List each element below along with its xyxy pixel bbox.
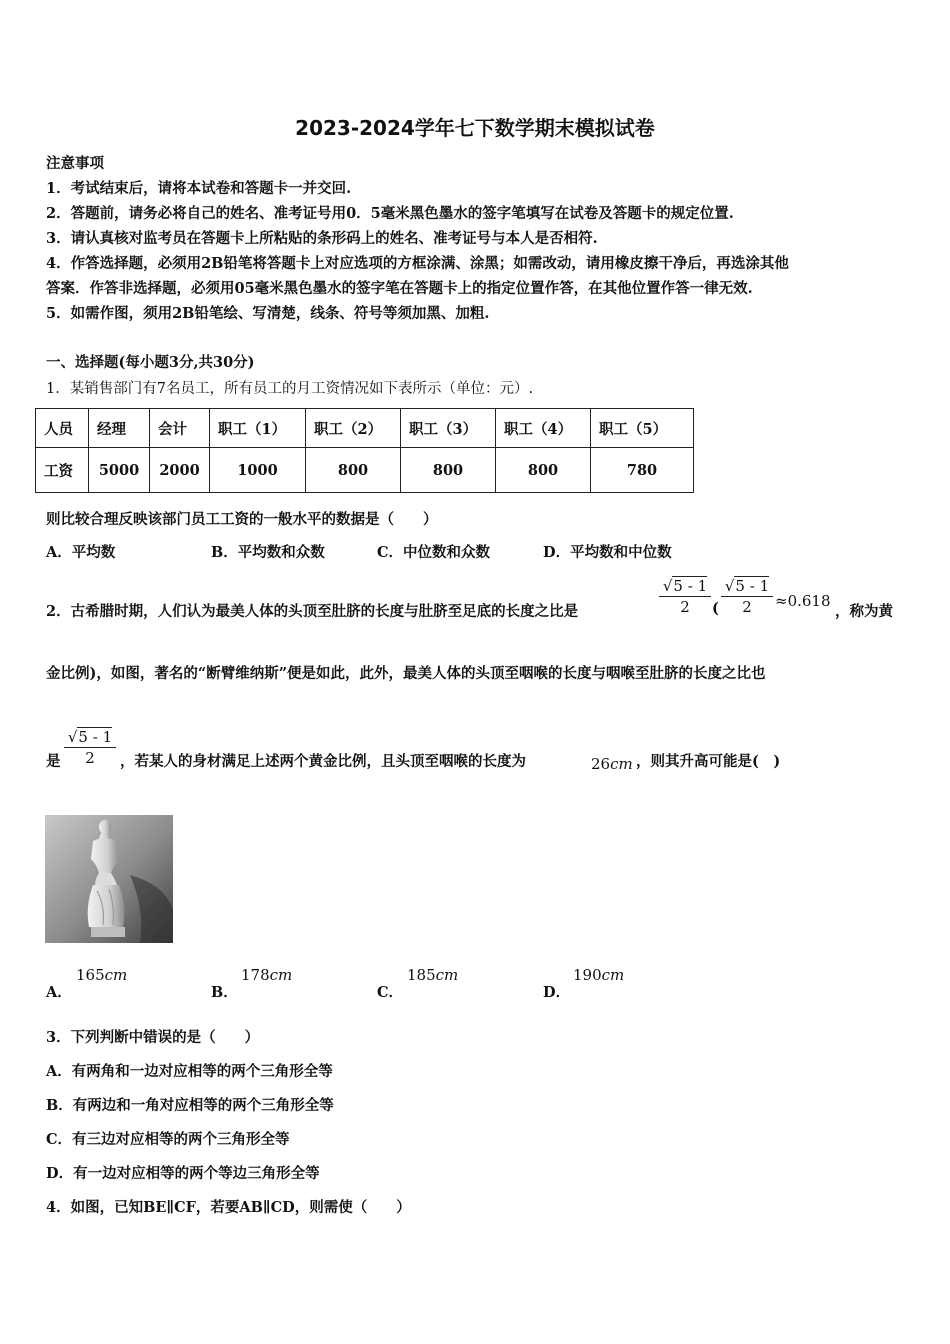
- table-cell: 800: [496, 448, 591, 493]
- q1-option-c: C．中位数和众数: [377, 544, 491, 561]
- q2-option-d-value: 190cm: [573, 966, 625, 984]
- q1-question: 则比较合理反映该部门员工工资的一般水平的数据是（ ）: [46, 511, 438, 528]
- q3-option-a: A．有两角和一边对应相等的两个三角形全等: [46, 1063, 333, 1080]
- q2-line3-start: 是: [46, 753, 61, 770]
- salary-table: [35, 408, 694, 493]
- section-heading: 一、选择题(每小题3分,共30分): [46, 354, 255, 371]
- table-header-cell: 职工（1）: [210, 409, 306, 448]
- q1-option-b: B．平均数和众数: [211, 544, 325, 561]
- page-title: 2023-2024学年七下数学期末模拟试卷: [295, 116, 655, 140]
- fraction-denominator: 2: [85, 749, 95, 767]
- table-header-cell: 职工（3）: [401, 409, 496, 448]
- golden-ratio-fraction: [659, 577, 711, 616]
- table-header-cell: 经理: [89, 409, 150, 448]
- golden-ratio-fraction: [721, 577, 773, 616]
- notice-item: 1．考试结束后，请将本试卷和答题卡一并交回.: [46, 180, 352, 197]
- q2-line1: 2．古希腊时期，人们认为最美人体的头顶至肚脐的长度与肚脐至足底的长度之比是: [46, 603, 579, 620]
- q3-option-b: B．有两边和一角对应相等的两个三角形全等: [46, 1097, 334, 1114]
- q2-option-d-letter: D．: [543, 984, 571, 1001]
- table-header-row: [36, 409, 694, 448]
- table-cell: 工资: [36, 448, 89, 493]
- table-cell: 2000: [150, 448, 210, 493]
- q2-option-b-letter: B．: [211, 984, 238, 1001]
- paren-open: (: [712, 600, 719, 617]
- q4-stem: 4．如图，已知BE∥CF，若要AB∥CD，则需使（ ）: [46, 1199, 411, 1216]
- table-cell: 5000: [89, 448, 150, 493]
- head-length-value: 26cm: [591, 755, 633, 773]
- fraction-denominator: 2: [742, 598, 752, 616]
- notice-item: 3．请认真核对监考员在答题卡上所粘贴的条形码上的姓名、准考证号与本人是否相符.: [46, 230, 598, 247]
- table-header-cell: 职工（4）: [496, 409, 591, 448]
- table-header-cell: 人员: [36, 409, 89, 448]
- table-cell: 800: [306, 448, 401, 493]
- fraction-numerator: 5 - 1: [673, 577, 708, 595]
- q2-option-b-value: 178cm: [241, 966, 293, 984]
- q1-stem: 1．某销售部门有7名员工，所有员工的月工资情况如下表所示（单位：元）.: [46, 381, 534, 397]
- venus-statue-image: [45, 815, 173, 943]
- q2-line2: 金比例)，如图，著名的“断臂维纳斯”便是如此，此外，最美人体的头顶至咽喉的长度与咽喉至肚脐的长度之比也: [46, 665, 766, 682]
- sqrt-symbol: √: [67, 728, 78, 746]
- q2-option-c-letter: C．: [377, 984, 404, 1001]
- table-header-cell: 职工（2）: [306, 409, 401, 448]
- q3-stem: 3．下列判断中错误的是（ ）: [46, 1029, 260, 1046]
- notice-heading: 注意事项: [46, 155, 104, 172]
- q2-option-c-value: 185cm: [407, 966, 459, 984]
- fraction-numerator: 5 - 1: [78, 728, 113, 746]
- table-cell: 800: [401, 448, 496, 493]
- notice-item: 4．作答选择题，必须用2B铅笔将答题卡上对应选项的方框涂满、涂黑；如需改动，请用橡皮擦干净后，再选涂其他: [46, 255, 789, 272]
- q3-option-c: C．有三边对应相等的两个三角形全等: [46, 1131, 290, 1148]
- approx-value: ≈0.618: [775, 592, 831, 610]
- notice-item: 2．答题前，请务必将自己的姓名、准考证号用0．5毫米黑色墨水的签字笔填写在试卷及答题卡的规定位置.: [46, 205, 734, 222]
- sqrt-symbol: √: [724, 577, 735, 595]
- q2-line3-mid: ，若某人的身材满足上述两个黄金比例，且头顶至咽喉的长度为: [120, 753, 526, 770]
- q2-line1-end: ，称为黄: [835, 603, 893, 620]
- q2-line3-end: ，则其升高可能是( ): [636, 753, 781, 770]
- table-cell: 780: [591, 448, 694, 493]
- table-header-cell: 职工（5）: [591, 409, 694, 448]
- table-header-cell: 会计: [150, 409, 210, 448]
- q1-option-d: D．平均数和中位数: [543, 544, 672, 561]
- q3-option-d: D．有一边对应相等的两个等边三角形全等: [46, 1165, 320, 1182]
- q2-option-a-value: 165cm: [76, 966, 128, 984]
- q1-option-a: A．平均数: [46, 544, 116, 561]
- table-cell: 1000: [210, 448, 306, 493]
- notice-item: 答案．作答非选择题，必须用05毫米黑色墨水的签字笔在答题卡上的指定位置作答，在其他位置作答一律无效.: [46, 280, 753, 297]
- golden-ratio-fraction: [64, 728, 116, 767]
- fraction-denominator: 2: [680, 598, 690, 616]
- q2-option-a-letter: A．: [46, 984, 72, 1001]
- sqrt-symbol: √: [662, 577, 673, 595]
- notice-item: 5．如需作图，须用2B铅笔绘、写清楚，线条、符号等须加黑、加粗.: [46, 305, 490, 322]
- fraction-numerator: 5 - 1: [735, 577, 770, 595]
- table-row: [36, 448, 694, 493]
